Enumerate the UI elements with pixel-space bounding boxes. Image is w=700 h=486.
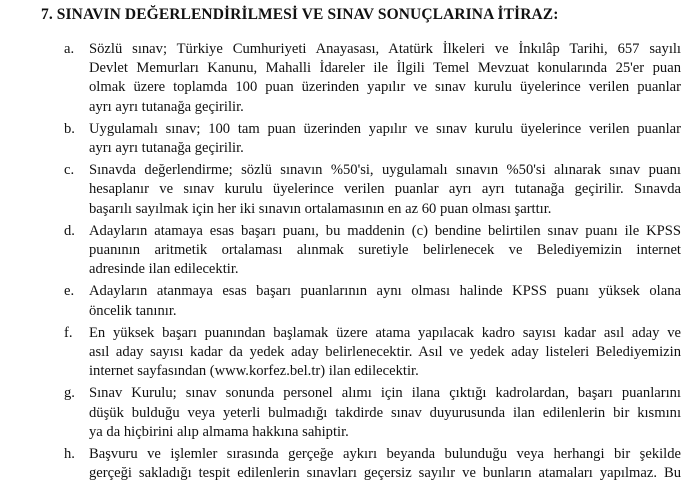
text-line: düşük bulduğu veya yeterli bulmadığı takdirde sınav duyurusunda ilan edilenlerin bir kısmını (89, 404, 681, 421)
item-list (0, 40, 700, 486)
list-item-c (0, 161, 700, 219)
text-line: En yüksek başarı puanından başlamak üzere atama yapılacak kadro sayısı kadar asıl aday ve (89, 324, 681, 341)
text-line: başarılı sayılmak için her iki sınavın ortalamasının en az 60 puan olması şarttır. (89, 200, 552, 217)
text-line: ayrı ayrı tutanağa geçirilir. (89, 140, 244, 157)
item-letter: e. (64, 283, 75, 300)
text-line: Başvuru ve işlemler sırasında gerçeğe aykırı beyanda bulunduğu veya herhangi bir şekilde (89, 446, 681, 463)
item-letter: h. (64, 446, 75, 463)
list-item-d (0, 222, 700, 280)
list-item-b (0, 120, 700, 158)
item-letter: c. (64, 162, 75, 179)
list-item-f (0, 324, 700, 382)
text-line: olmak üzere toplamda 100 puan üzerinden yapılır ve sınav kurulu üyelerince verilen puanlar (89, 79, 681, 96)
item-text (89, 161, 681, 219)
item-letter: g. (64, 385, 75, 402)
item-text (89, 282, 681, 320)
item-letter: a. (64, 41, 75, 57)
item-text (89, 324, 681, 382)
item-text (89, 222, 681, 280)
text-line: internet sayfasından (www.korfez.bel.tr) ilan edilecektir. (89, 363, 419, 380)
text-line: Sözlü sınav; Türkiye Cumhuriyeti Anayasası, Atatürk İlkeleri ve İnkılâp Tarihi, 657 sayılı (89, 41, 681, 57)
item-text (89, 120, 681, 158)
text-line: ya da hiçbirini alıp almama hakkına sahiptir. (89, 423, 349, 440)
item-letter: d. (64, 222, 75, 239)
section-heading: 7. SINAVIN DEĞERLENDİRİLMESİ VE SINAV SONUÇLARINA İTİRAZ: (41, 6, 559, 23)
text-line: Sınavda değerlendirme; sözlü sınavın %50'si, uygulamalı sınavın %50'si alınarak sınav puanı (89, 162, 681, 179)
text-line: adresinde ilan edilecektir. (89, 261, 239, 278)
text-line: hesaplanır ve sınav kurulu üyelerince verilen puanlar ayrı ayrı tutanağa geçirilir. Sınavda (89, 181, 681, 198)
text-line: Adayların atamaya esas başarı puanı, bu maddenin (c) bendine belirtilen sınav puanı ile KPSS (89, 222, 681, 239)
item-letter: b. (64, 120, 75, 137)
item-text (89, 445, 681, 483)
item-text (89, 40, 681, 117)
item-letter: f. (64, 324, 73, 341)
list-item-a (0, 40, 700, 117)
text-line: Uygulamalı sınav; 100 tam puan üzerinden yapılır ve sınav kurulu üyelerince verilen puanlar (89, 120, 681, 137)
text-line: Sınav Kurulu; sınav sonunda personel alımı için ilana çıktığı kadrolardan, başarı puanlarını (89, 385, 681, 402)
text-line: puanının aritmetik ortalaması alınmak suretiyle belirlenecek ve Belediyemizin internet (89, 242, 681, 259)
text-line: ayrı ayrı tutanağa geçirilir. (89, 98, 244, 115)
text-line: gerçeği sakladığı tespit edilenlerin sınavları geçersiz sayılır ve bunların atamaları yapılmaz. Bu (89, 465, 681, 482)
item-text (89, 384, 681, 442)
list-item-e (0, 282, 700, 320)
text-line: öncelik tanınır. (89, 302, 177, 319)
text-line: Adayların atanmaya esas başarı puanlarının aynı olması halinde KPSS puanı yüksek olana (89, 283, 681, 300)
text-line: Devlet Memurları Kanunu, Mahalli İdareler ile İlgili Temel Mevzuat konularında 25'er puan (89, 60, 681, 77)
list-item-g (0, 384, 700, 442)
text-line: asıl aday sayısı kadar da yedek aday belirlenecektir. Asıl ve yedek aday listeleri Belediyemizin (89, 344, 681, 361)
list-item-h (0, 445, 700, 483)
